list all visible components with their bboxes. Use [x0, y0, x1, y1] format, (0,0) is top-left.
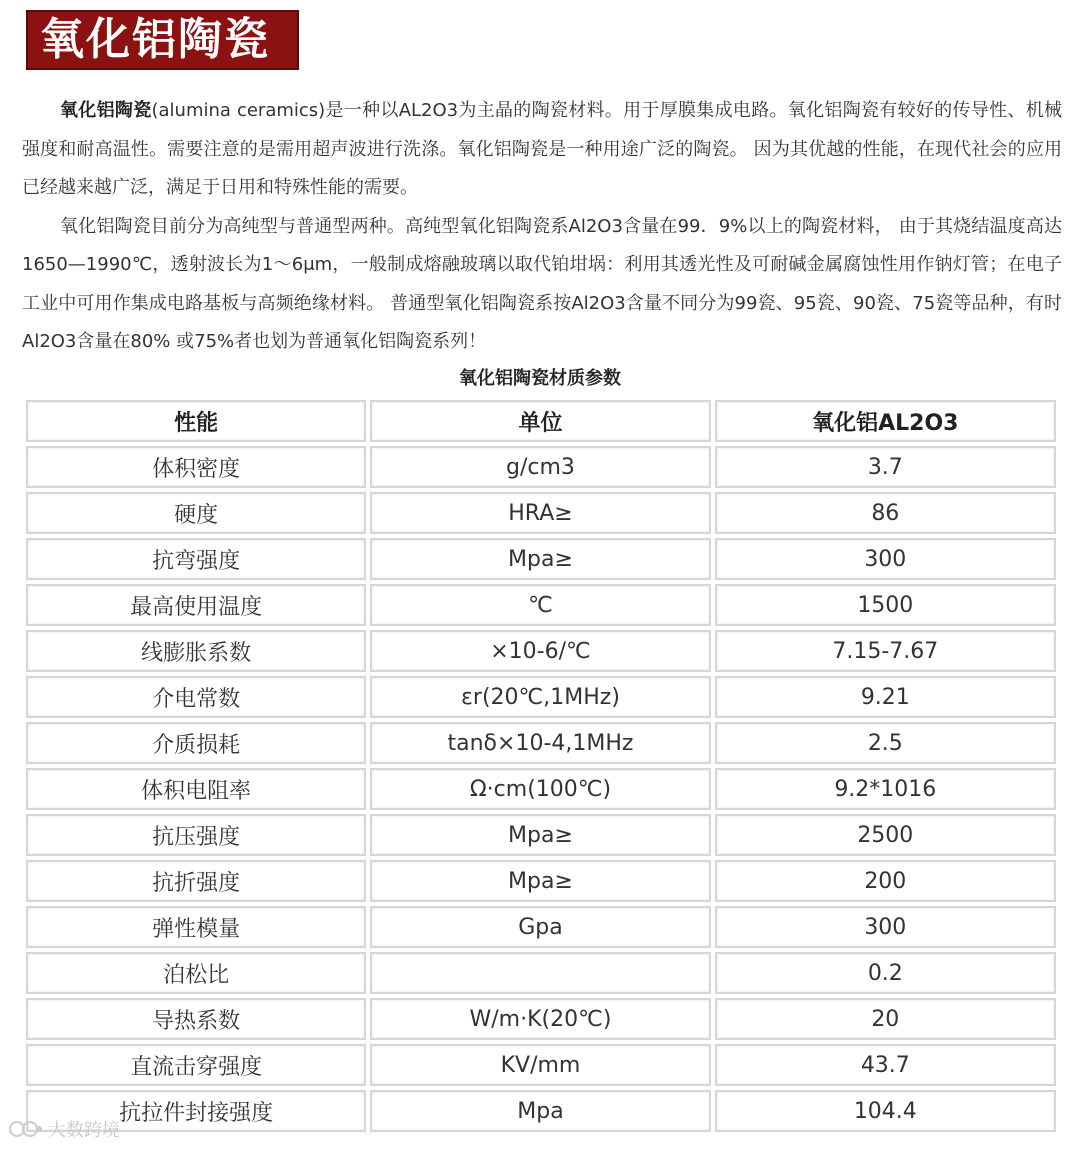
cell-value: 9.2*1016 [715, 768, 1056, 810]
table-row [26, 538, 1056, 580]
cell-property: 泊松比 [26, 952, 366, 994]
cell-property: 体积密度 [26, 446, 366, 488]
cell-value: 2.5 [715, 722, 1056, 764]
cell-unit: KV/mm [370, 1044, 710, 1086]
cell-property: 线膨胀系数 [26, 630, 366, 672]
table-row [26, 906, 1056, 948]
cell-value: 9.21 [715, 676, 1056, 718]
cell-property: 导热系数 [26, 998, 366, 1040]
cell-unit: Mpa≥ [370, 538, 710, 580]
cell-value: 104.4 [715, 1090, 1056, 1132]
cell-unit [370, 952, 710, 994]
cell-unit: tanδ×10-4,1MHz [370, 722, 710, 764]
table-header-row [26, 400, 1056, 442]
cell-unit: g/cm3 [370, 446, 710, 488]
table-row [26, 814, 1056, 856]
table-title: 氧化铝陶瓷材质参数 [459, 368, 621, 389]
cell-unit: ×10-6/℃ [370, 630, 710, 672]
cell-unit: Mpa [370, 1090, 710, 1132]
cell-property: 最高使用温度 [26, 584, 366, 626]
table-row [26, 768, 1056, 810]
intro-lead: 氧化铝陶瓷 [60, 100, 152, 121]
header-value: 氧化铝AL2O3 [715, 400, 1056, 442]
cell-value: 300 [715, 906, 1056, 948]
cell-unit: ℃ [370, 584, 710, 626]
cell-property: 弹性模量 [26, 906, 366, 948]
table-row [26, 860, 1056, 902]
cell-value: 3.7 [715, 446, 1056, 488]
table-row [26, 446, 1056, 488]
watermark-logo-icon [8, 1118, 44, 1140]
header-unit: 单位 [370, 400, 710, 442]
cell-property: 抗压强度 [26, 814, 366, 856]
header-property: 性能 [26, 400, 366, 442]
intro-paragraph-1-body: (alumina ceramics)是一种以AL2O3为主晶的陶瓷材料。用于厚膜集成电路。氧化铝陶瓷有较好的传导性、机械强度和耐高温性。需要注意的是需用超声波进行洗涤。氧化铝陶瓷是一种用途广泛的陶瓷。 因为其优越的性能，在现代社会的应用已经越来越广泛，满足于日用和特殊性能的需要。 [22, 100, 1062, 198]
cell-property: 抗拉件封接强度 [26, 1090, 366, 1132]
cell-property: 硬度 [26, 492, 366, 534]
cell-unit: W/m·K(20℃) [370, 998, 710, 1040]
table-row [26, 492, 1056, 534]
cell-unit: Mpa≥ [370, 814, 710, 856]
cell-value: 300 [715, 538, 1056, 580]
table-row [26, 1044, 1056, 1086]
table-row [26, 1090, 1056, 1132]
intro-text [22, 92, 1062, 362]
intro-paragraph-1 [22, 92, 1062, 208]
table-row [26, 722, 1056, 764]
cell-value: 2500 [715, 814, 1056, 856]
cell-property: 抗弯强度 [26, 538, 366, 580]
cell-property: 介质损耗 [26, 722, 366, 764]
cell-value: 7.15-7.67 [715, 630, 1056, 672]
cell-unit: HRA≥ [370, 492, 710, 534]
cell-value: 1500 [715, 584, 1056, 626]
cell-unit: εr(20℃,1MHz) [370, 676, 710, 718]
cell-value: 0.2 [715, 952, 1056, 994]
cell-property: 直流击穿强度 [26, 1044, 366, 1086]
watermark-text: 大数跨境 [48, 1120, 120, 1141]
cell-property: 体积电阻率 [26, 768, 366, 810]
cell-property: 介电常数 [26, 676, 366, 718]
table-row [26, 630, 1056, 672]
properties-table [22, 396, 1060, 1136]
cell-value: 200 [715, 860, 1056, 902]
cell-unit: Ω·cm(100℃) [370, 768, 710, 810]
table-row [26, 584, 1056, 626]
cell-value: 20 [715, 998, 1056, 1040]
intro-paragraph-2: 氧化铝陶瓷目前分为高纯型与普通型两种。高纯型氧化铝陶瓷系Al2O3含量在99．9%以上的陶瓷材料， 由于其烧结温度高达1650—1990℃，透射波长为1～6μm，一般制成熔融玻璃以取代铂坩埚：利用其透光性及可耐碱金属腐蚀性用作钠灯管；在电子工业中可用作集成电路基板与高频绝缘材料。 普通型氧化铝陶瓷系按Al2O3含量不同分为99瓷、95瓷、90瓷、75瓷等品种，有时Al2O3含量在80% 或75%者也划为普通氧化铝陶瓷系列！ [22, 215, 1062, 352]
table-row [26, 952, 1056, 994]
cell-property: 抗折强度 [26, 860, 366, 902]
banner-title: 氧化铝陶瓷 [26, 10, 299, 70]
watermark [8, 1116, 120, 1142]
cell-value: 86 [715, 492, 1056, 534]
cell-value: 43.7 [715, 1044, 1056, 1086]
cell-unit: Gpa [370, 906, 710, 948]
table-row [26, 998, 1056, 1040]
table-row [26, 676, 1056, 718]
cell-unit: Mpa≥ [370, 860, 710, 902]
